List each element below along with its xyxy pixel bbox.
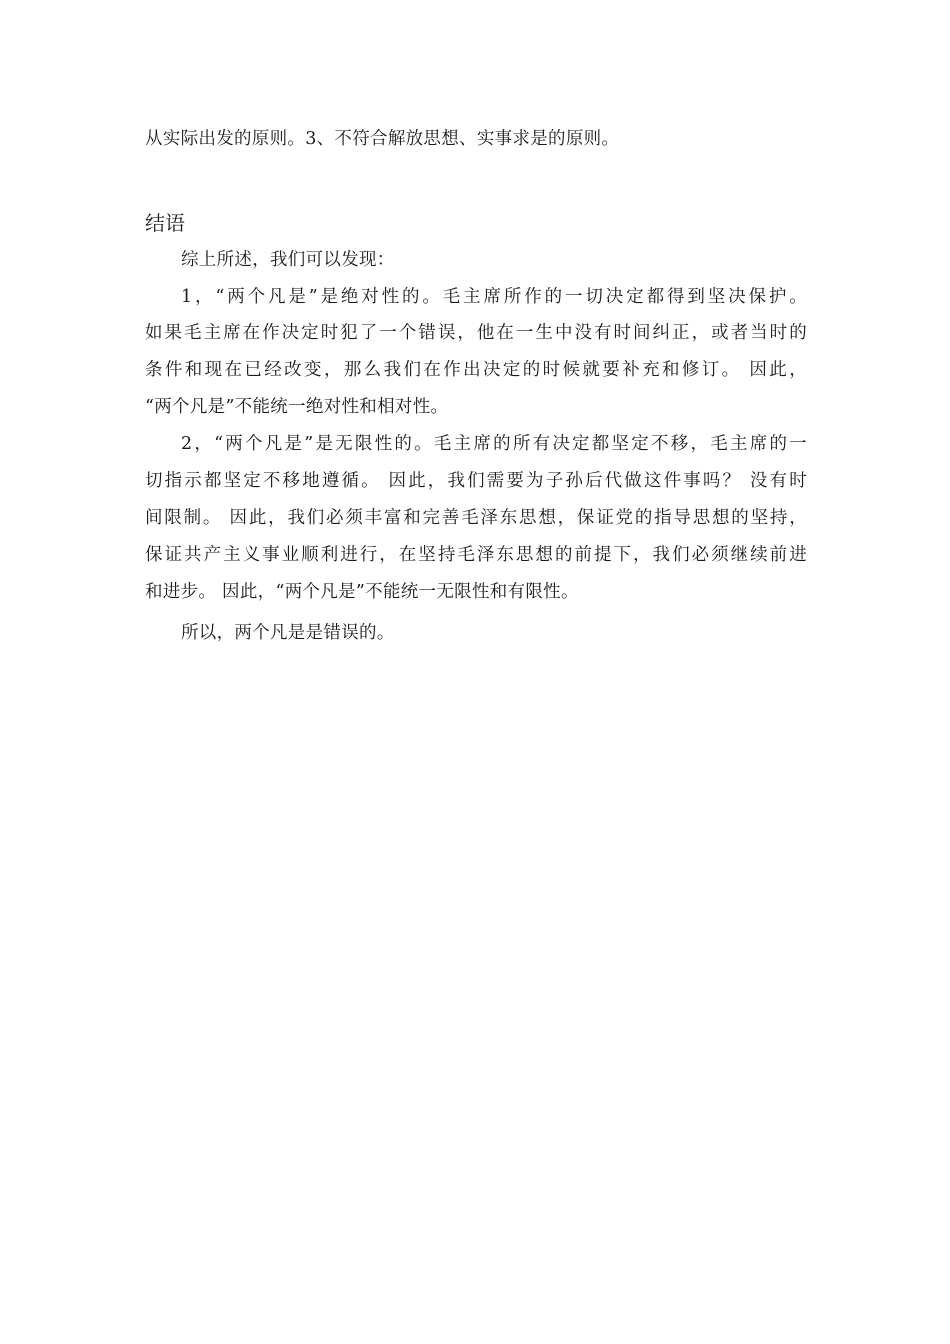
point1-line: “两个凡是”不能统一绝对性和相对性。 xyxy=(145,397,449,417)
point2-line: 间限制。 因此，我们必须丰富和完善毛泽东思想，保证党的指导思想的坚持， xyxy=(145,508,807,528)
conclusion-line: 所以，两个凡是是错误的。 xyxy=(181,623,395,643)
point2-line: 保证共产主义事业顺利进行，在坚持毛泽东思想的前提下，我们必须继续前进 xyxy=(145,545,807,565)
summary-line: 综上所述，我们可以发现： xyxy=(181,250,395,270)
point2-line: 2，“两个凡是”是无限性的。毛主席的所有决定都坚定不移，毛主席的一 xyxy=(181,434,807,454)
point1-line: 1，“两个凡是”是绝对性的。毛主席所作的一切决定都得到坚决保护。 xyxy=(181,287,807,307)
point1-line: 条件和现在已经改变，那么我们在作出决定的时候就要补充和修订。 因此， xyxy=(145,360,807,380)
point1-line: 如果毛主席在作决定时犯了一个错误，他在一生中没有时间纠正，或者当时的 xyxy=(145,323,807,343)
point2-line: 和进步。 因此，“两个凡是”不能统一无限性和有限性。 xyxy=(145,582,579,602)
section-heading: 结语 xyxy=(145,211,185,235)
intro-tail-line: 从实际出发的原则。3、不符合解放思想、实事求是的原则。 xyxy=(145,129,620,149)
point2-line: 切指示都坚定不移地遵循。 因此，我们需要为子孙后代做这件事吗？ 没有时 xyxy=(145,471,807,491)
